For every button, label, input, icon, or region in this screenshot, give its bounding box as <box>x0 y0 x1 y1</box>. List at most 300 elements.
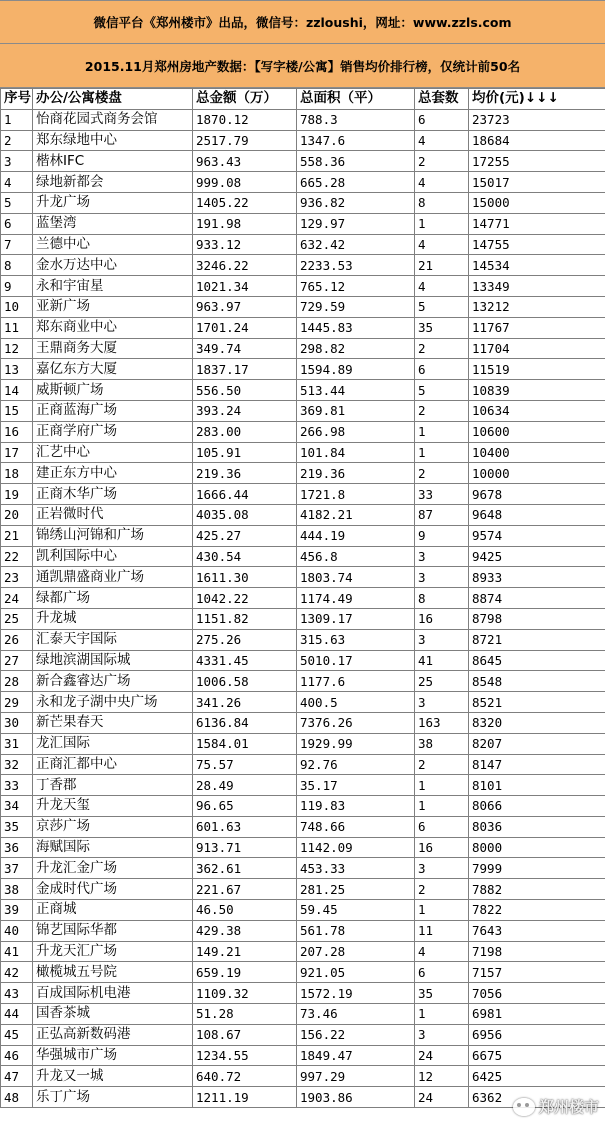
cell-total-area: 119.83 <box>297 796 415 817</box>
cell-units: 16 <box>415 837 469 858</box>
cell-total-amount: 46.50 <box>193 900 297 921</box>
cell-rank: 7 <box>1 234 33 255</box>
cell-total-amount: 349.74 <box>193 338 297 359</box>
cell-total-area: 788.3 <box>297 109 415 130</box>
cell-total-amount: 51.28 <box>193 1004 297 1025</box>
cell-total-area: 1177.6 <box>297 671 415 692</box>
table-row <box>1 733 605 754</box>
cell-units: 6 <box>415 109 469 130</box>
cell-rank: 3 <box>1 151 33 172</box>
cell-project: 海赋国际 <box>33 837 193 858</box>
cell-total-amount: 1211.19 <box>193 1087 297 1108</box>
cell-total-area: 1929.99 <box>297 733 415 754</box>
cell-total-amount: 393.24 <box>193 400 297 421</box>
cell-total-area: 748.66 <box>297 816 415 837</box>
cell-rank: 44 <box>1 1004 33 1025</box>
table-row <box>1 504 605 525</box>
cell-units: 12 <box>415 1066 469 1087</box>
cell-rank: 46 <box>1 1045 33 1066</box>
cell-units: 2 <box>415 400 469 421</box>
cell-rank: 21 <box>1 525 33 546</box>
cell-total-area: 453.33 <box>297 858 415 879</box>
table-row <box>1 858 605 879</box>
cell-units: 1 <box>415 442 469 463</box>
table-row <box>1 588 605 609</box>
wechat-icon <box>513 1098 535 1116</box>
cell-avg-price: 9574 <box>469 525 605 546</box>
cell-avg-price: 17255 <box>469 151 605 172</box>
cell-total-amount: 429.38 <box>193 920 297 941</box>
cell-total-area: 35.17 <box>297 775 415 796</box>
cell-total-area: 1445.83 <box>297 317 415 338</box>
cell-total-area: 444.19 <box>297 525 415 546</box>
table-row <box>1 629 605 650</box>
cell-rank: 35 <box>1 816 33 837</box>
cell-project: 绿都广场 <box>33 588 193 609</box>
cell-project: 升龙汇金广场 <box>33 858 193 879</box>
cell-units: 3 <box>415 692 469 713</box>
table-row <box>1 796 605 817</box>
cell-total-area: 936.82 <box>297 192 415 213</box>
cell-total-area: 5010.17 <box>297 650 415 671</box>
cell-units: 87 <box>415 504 469 525</box>
cell-project: 升龙城 <box>33 608 193 629</box>
cell-project: 正商木华广场 <box>33 484 193 505</box>
cell-rank: 8 <box>1 255 33 276</box>
cell-project: 橄榄城五号院 <box>33 962 193 983</box>
cell-project: 绿地滨湖国际城 <box>33 650 193 671</box>
cell-total-amount: 362.61 <box>193 858 297 879</box>
cell-avg-price: 11767 <box>469 317 605 338</box>
cell-units: 35 <box>415 983 469 1004</box>
cell-rank: 26 <box>1 629 33 650</box>
cell-total-amount: 1584.01 <box>193 733 297 754</box>
cell-total-area: 513.44 <box>297 380 415 401</box>
cell-total-amount: 556.50 <box>193 380 297 401</box>
cell-units: 4 <box>415 276 469 297</box>
cell-project: 兰德中心 <box>33 234 193 255</box>
cell-rank: 25 <box>1 608 33 629</box>
cell-project: 升龙又一城 <box>33 1066 193 1087</box>
cell-avg-price: 14755 <box>469 234 605 255</box>
cell-project: 升龙天汇广场 <box>33 941 193 962</box>
table-row <box>1 1024 605 1045</box>
table-row <box>1 463 605 484</box>
header-row <box>1 89 605 110</box>
cell-avg-price: 7882 <box>469 879 605 900</box>
cell-rank: 48 <box>1 1087 33 1108</box>
cell-units: 4 <box>415 941 469 962</box>
cell-units: 2 <box>415 151 469 172</box>
cell-project: 龙汇国际 <box>33 733 193 754</box>
table-row <box>1 775 605 796</box>
cell-total-amount: 96.65 <box>193 796 297 817</box>
cell-total-amount: 221.67 <box>193 879 297 900</box>
cell-rank: 2 <box>1 130 33 151</box>
cell-units: 3 <box>415 629 469 650</box>
table-row <box>1 879 605 900</box>
publisher-banner <box>0 0 605 44</box>
cell-total-area: 997.29 <box>297 1066 415 1087</box>
table-row <box>1 109 605 130</box>
cell-avg-price: 15000 <box>469 192 605 213</box>
report-title-banner <box>0 44 605 88</box>
table-row <box>1 484 605 505</box>
cell-total-amount: 275.26 <box>193 629 297 650</box>
cell-units: 8 <box>415 192 469 213</box>
cell-avg-price: 7198 <box>469 941 605 962</box>
table-row <box>1 567 605 588</box>
table-row <box>1 421 605 442</box>
cell-units: 41 <box>415 650 469 671</box>
cell-total-amount: 219.36 <box>193 463 297 484</box>
cell-avg-price: 10000 <box>469 463 605 484</box>
cell-project: 建正东方中心 <box>33 463 193 484</box>
cell-avg-price: 8521 <box>469 692 605 713</box>
cell-rank: 16 <box>1 421 33 442</box>
cell-avg-price: 8874 <box>469 588 605 609</box>
cell-total-area: 59.45 <box>297 900 415 921</box>
table-row <box>1 525 605 546</box>
table-row <box>1 317 605 338</box>
cell-total-amount: 341.26 <box>193 692 297 713</box>
cell-total-area: 1572.19 <box>297 983 415 1004</box>
cell-total-amount: 999.08 <box>193 172 297 193</box>
cell-total-area: 101.84 <box>297 442 415 463</box>
table-row <box>1 400 605 421</box>
cell-total-amount: 2517.79 <box>193 130 297 151</box>
cell-project: 升龙天玺 <box>33 796 193 817</box>
cell-avg-price: 6981 <box>469 1004 605 1025</box>
cell-project: 永和龙子湖中央广场 <box>33 692 193 713</box>
cell-rank: 43 <box>1 983 33 1004</box>
cell-total-area: 729.59 <box>297 296 415 317</box>
cell-total-area: 1903.86 <box>297 1087 415 1108</box>
cell-units: 9 <box>415 525 469 546</box>
cell-avg-price: 8036 <box>469 816 605 837</box>
col-header-total-amount: 总金额（万） <box>193 89 297 110</box>
cell-total-amount: 283.00 <box>193 421 297 442</box>
cell-total-area: 298.82 <box>297 338 415 359</box>
table-row <box>1 296 605 317</box>
cell-units: 1 <box>415 1004 469 1025</box>
cell-avg-price: 8548 <box>469 671 605 692</box>
table-row <box>1 546 605 567</box>
cell-rank: 28 <box>1 671 33 692</box>
table-row <box>1 213 605 234</box>
table-row <box>1 650 605 671</box>
table-row <box>1 442 605 463</box>
cell-total-area: 558.36 <box>297 151 415 172</box>
cell-rank: 4 <box>1 172 33 193</box>
cell-total-amount: 659.19 <box>193 962 297 983</box>
table-row <box>1 983 605 1004</box>
cell-project: 郑东绿地中心 <box>33 130 193 151</box>
cell-rank: 45 <box>1 1024 33 1045</box>
cell-total-amount: 75.57 <box>193 754 297 775</box>
cell-avg-price: 8645 <box>469 650 605 671</box>
report-title: 2015.11月郑州房地产数据：【写字楼/公寓】销售均价排行榜，仅统计前50名 <box>84 58 521 74</box>
cell-rank: 32 <box>1 754 33 775</box>
cell-total-area: 1594.89 <box>297 359 415 380</box>
cell-units: 24 <box>415 1087 469 1108</box>
cell-units: 1 <box>415 796 469 817</box>
cell-total-amount: 1234.55 <box>193 1045 297 1066</box>
cell-rank: 12 <box>1 338 33 359</box>
cell-rank: 33 <box>1 775 33 796</box>
cell-total-area: 765.12 <box>297 276 415 297</box>
cell-avg-price: 7643 <box>469 920 605 941</box>
watermark-text: 郑州楼市 <box>538 1098 599 1116</box>
cell-rank: 17 <box>1 442 33 463</box>
cell-total-amount: 6136.84 <box>193 712 297 733</box>
cell-project: 锦艺国际华都 <box>33 920 193 941</box>
col-header-units: 总套数 <box>415 89 469 110</box>
cell-project: 嘉亿东方大厦 <box>33 359 193 380</box>
cell-rank: 11 <box>1 317 33 338</box>
cell-units: 2 <box>415 754 469 775</box>
cell-rank: 15 <box>1 400 33 421</box>
cell-project: 乐丁广场 <box>33 1087 193 1108</box>
cell-avg-price: 6675 <box>469 1045 605 1066</box>
cell-project: 正弘高新数码港 <box>33 1024 193 1045</box>
cell-units: 24 <box>415 1045 469 1066</box>
cell-total-amount: 1837.17 <box>193 359 297 380</box>
cell-total-amount: 4035.08 <box>193 504 297 525</box>
cell-total-area: 1803.74 <box>297 567 415 588</box>
cell-avg-price: 8207 <box>469 733 605 754</box>
cell-project: 怡商花园式商务会馆 <box>33 109 193 130</box>
cell-project: 华强城市广场 <box>33 1045 193 1066</box>
cell-units: 3 <box>415 546 469 567</box>
cell-total-amount: 913.71 <box>193 837 297 858</box>
cell-units: 16 <box>415 608 469 629</box>
cell-avg-price: 9648 <box>469 504 605 525</box>
cell-total-amount: 191.98 <box>193 213 297 234</box>
cell-rank: 47 <box>1 1066 33 1087</box>
cell-total-area: 4182.21 <box>297 504 415 525</box>
cell-total-area: 92.76 <box>297 754 415 775</box>
cell-project: 凯利国际中心 <box>33 546 193 567</box>
cell-project: 正商城 <box>33 900 193 921</box>
cell-avg-price: 18684 <box>469 130 605 151</box>
cell-avg-price: 9678 <box>469 484 605 505</box>
cell-avg-price: 6362 <box>469 1087 605 1108</box>
cell-project: 正商蓝海广场 <box>33 400 193 421</box>
cell-total-area: 219.36 <box>297 463 415 484</box>
cell-total-amount: 425.27 <box>193 525 297 546</box>
cell-total-amount: 963.43 <box>193 151 297 172</box>
cell-rank: 10 <box>1 296 33 317</box>
cell-total-area: 632.42 <box>297 234 415 255</box>
cell-project: 蓝堡湾 <box>33 213 193 234</box>
cell-total-area: 281.25 <box>297 879 415 900</box>
cell-units: 1 <box>415 900 469 921</box>
table-row <box>1 276 605 297</box>
cell-rank: 22 <box>1 546 33 567</box>
cell-rank: 34 <box>1 796 33 817</box>
cell-avg-price: 15017 <box>469 172 605 193</box>
cell-avg-price: 10600 <box>469 421 605 442</box>
cell-project: 金成时代广场 <box>33 879 193 900</box>
cell-total-amount: 1405.22 <box>193 192 297 213</box>
cell-rank: 13 <box>1 359 33 380</box>
cell-project: 升龙广场 <box>33 192 193 213</box>
cell-total-area: 266.98 <box>297 421 415 442</box>
cell-rank: 38 <box>1 879 33 900</box>
table-row <box>1 900 605 921</box>
cell-units: 4 <box>415 130 469 151</box>
cell-total-amount: 4331.45 <box>193 650 297 671</box>
cell-units: 1 <box>415 421 469 442</box>
cell-rank: 27 <box>1 650 33 671</box>
cell-units: 6 <box>415 962 469 983</box>
cell-total-area: 315.63 <box>297 629 415 650</box>
cell-project: 王鼎商务大厦 <box>33 338 193 359</box>
cell-units: 3 <box>415 1024 469 1045</box>
cell-rank: 1 <box>1 109 33 130</box>
cell-total-area: 921.05 <box>297 962 415 983</box>
cell-units: 3 <box>415 858 469 879</box>
cell-units: 21 <box>415 255 469 276</box>
cell-total-amount: 28.49 <box>193 775 297 796</box>
cell-project: 国香茶城 <box>33 1004 193 1025</box>
cell-project: 金水万达中心 <box>33 255 193 276</box>
cell-rank: 41 <box>1 941 33 962</box>
cell-project: 正商学府广场 <box>33 421 193 442</box>
table-row <box>1 754 605 775</box>
cell-total-area: 7376.26 <box>297 712 415 733</box>
cell-total-area: 73.46 <box>297 1004 415 1025</box>
cell-avg-price: 8933 <box>469 567 605 588</box>
cell-total-amount: 105.91 <box>193 442 297 463</box>
cell-avg-price: 10634 <box>469 400 605 421</box>
cell-units: 5 <box>415 380 469 401</box>
cell-units: 25 <box>415 671 469 692</box>
cell-rank: 20 <box>1 504 33 525</box>
cell-avg-price: 8147 <box>469 754 605 775</box>
cell-total-amount: 1151.82 <box>193 608 297 629</box>
table-row <box>1 151 605 172</box>
cell-units: 35 <box>415 317 469 338</box>
cell-project: 永和宇宙星 <box>33 276 193 297</box>
cell-total-amount: 1042.22 <box>193 588 297 609</box>
cell-project: 通凯鼎盛商业广场 <box>33 567 193 588</box>
cell-units: 4 <box>415 234 469 255</box>
cell-rank: 29 <box>1 692 33 713</box>
col-header-avg-price: 均价(元)↓↓↓ <box>469 89 605 110</box>
cell-total-area: 156.22 <box>297 1024 415 1045</box>
cell-rank: 39 <box>1 900 33 921</box>
table-row <box>1 172 605 193</box>
cell-total-amount: 1870.12 <box>193 109 297 130</box>
cell-rank: 9 <box>1 276 33 297</box>
table-row <box>1 1004 605 1025</box>
table-row <box>1 359 605 380</box>
cell-total-amount: 601.63 <box>193 816 297 837</box>
cell-rank: 24 <box>1 588 33 609</box>
cell-total-amount: 1701.24 <box>193 317 297 338</box>
cell-total-area: 129.97 <box>297 213 415 234</box>
cell-rank: 14 <box>1 380 33 401</box>
col-header-rank: 序号 <box>1 89 33 110</box>
cell-units: 163 <box>415 712 469 733</box>
cell-avg-price: 8066 <box>469 796 605 817</box>
cell-units: 2 <box>415 338 469 359</box>
table-row <box>1 692 605 713</box>
cell-rank: 36 <box>1 837 33 858</box>
cell-total-amount: 1611.30 <box>193 567 297 588</box>
table-row <box>1 130 605 151</box>
cell-project: 正商汇都中心 <box>33 754 193 775</box>
table-row <box>1 380 605 401</box>
cell-total-amount: 640.72 <box>193 1066 297 1087</box>
cell-total-area: 1849.47 <box>297 1045 415 1066</box>
cell-units: 2 <box>415 879 469 900</box>
table-row <box>1 192 605 213</box>
cell-avg-price: 9425 <box>469 546 605 567</box>
cell-avg-price: 8320 <box>469 712 605 733</box>
cell-avg-price: 23723 <box>469 109 605 130</box>
cell-total-amount: 963.97 <box>193 296 297 317</box>
cell-units: 6 <box>415 359 469 380</box>
cell-avg-price: 7999 <box>469 858 605 879</box>
cell-total-area: 1721.8 <box>297 484 415 505</box>
cell-total-area: 561.78 <box>297 920 415 941</box>
ranking-rows <box>1 109 605 1107</box>
cell-total-area: 369.81 <box>297 400 415 421</box>
table-row <box>1 608 605 629</box>
cell-total-amount: 430.54 <box>193 546 297 567</box>
cell-total-amount: 1666.44 <box>193 484 297 505</box>
cell-rank: 31 <box>1 733 33 754</box>
cell-rank: 23 <box>1 567 33 588</box>
cell-total-amount: 1021.34 <box>193 276 297 297</box>
cell-avg-price: 11704 <box>469 338 605 359</box>
cell-total-area: 1309.17 <box>297 608 415 629</box>
cell-units: 11 <box>415 920 469 941</box>
table-row <box>1 962 605 983</box>
table-row <box>1 234 605 255</box>
table-row <box>1 1066 605 1087</box>
cell-total-amount: 1109.32 <box>193 983 297 1004</box>
table-row <box>1 671 605 692</box>
cell-project: 威斯顿广场 <box>33 380 193 401</box>
cell-project: 绿地新都会 <box>33 172 193 193</box>
cell-avg-price: 8000 <box>469 837 605 858</box>
cell-rank: 37 <box>1 858 33 879</box>
cell-rank: 5 <box>1 192 33 213</box>
col-header-project: 办公/公寓楼盘 <box>33 89 193 110</box>
cell-total-amount: 933.12 <box>193 234 297 255</box>
cell-total-area: 400.5 <box>297 692 415 713</box>
cell-avg-price: 6425 <box>469 1066 605 1087</box>
cell-avg-price: 13212 <box>469 296 605 317</box>
cell-avg-price: 11519 <box>469 359 605 380</box>
cell-project: 新芒果春天 <box>33 712 193 733</box>
cell-total-amount: 3246.22 <box>193 255 297 276</box>
cell-project: 汇艺中心 <box>33 442 193 463</box>
table-row <box>1 941 605 962</box>
cell-total-amount: 149.21 <box>193 941 297 962</box>
col-header-total-area: 总面积（平） <box>297 89 415 110</box>
watermark <box>513 1096 599 1117</box>
ranking-table <box>0 88 605 1108</box>
cell-units: 2 <box>415 463 469 484</box>
cell-avg-price: 10839 <box>469 380 605 401</box>
table-row <box>1 920 605 941</box>
cell-rank: 18 <box>1 463 33 484</box>
